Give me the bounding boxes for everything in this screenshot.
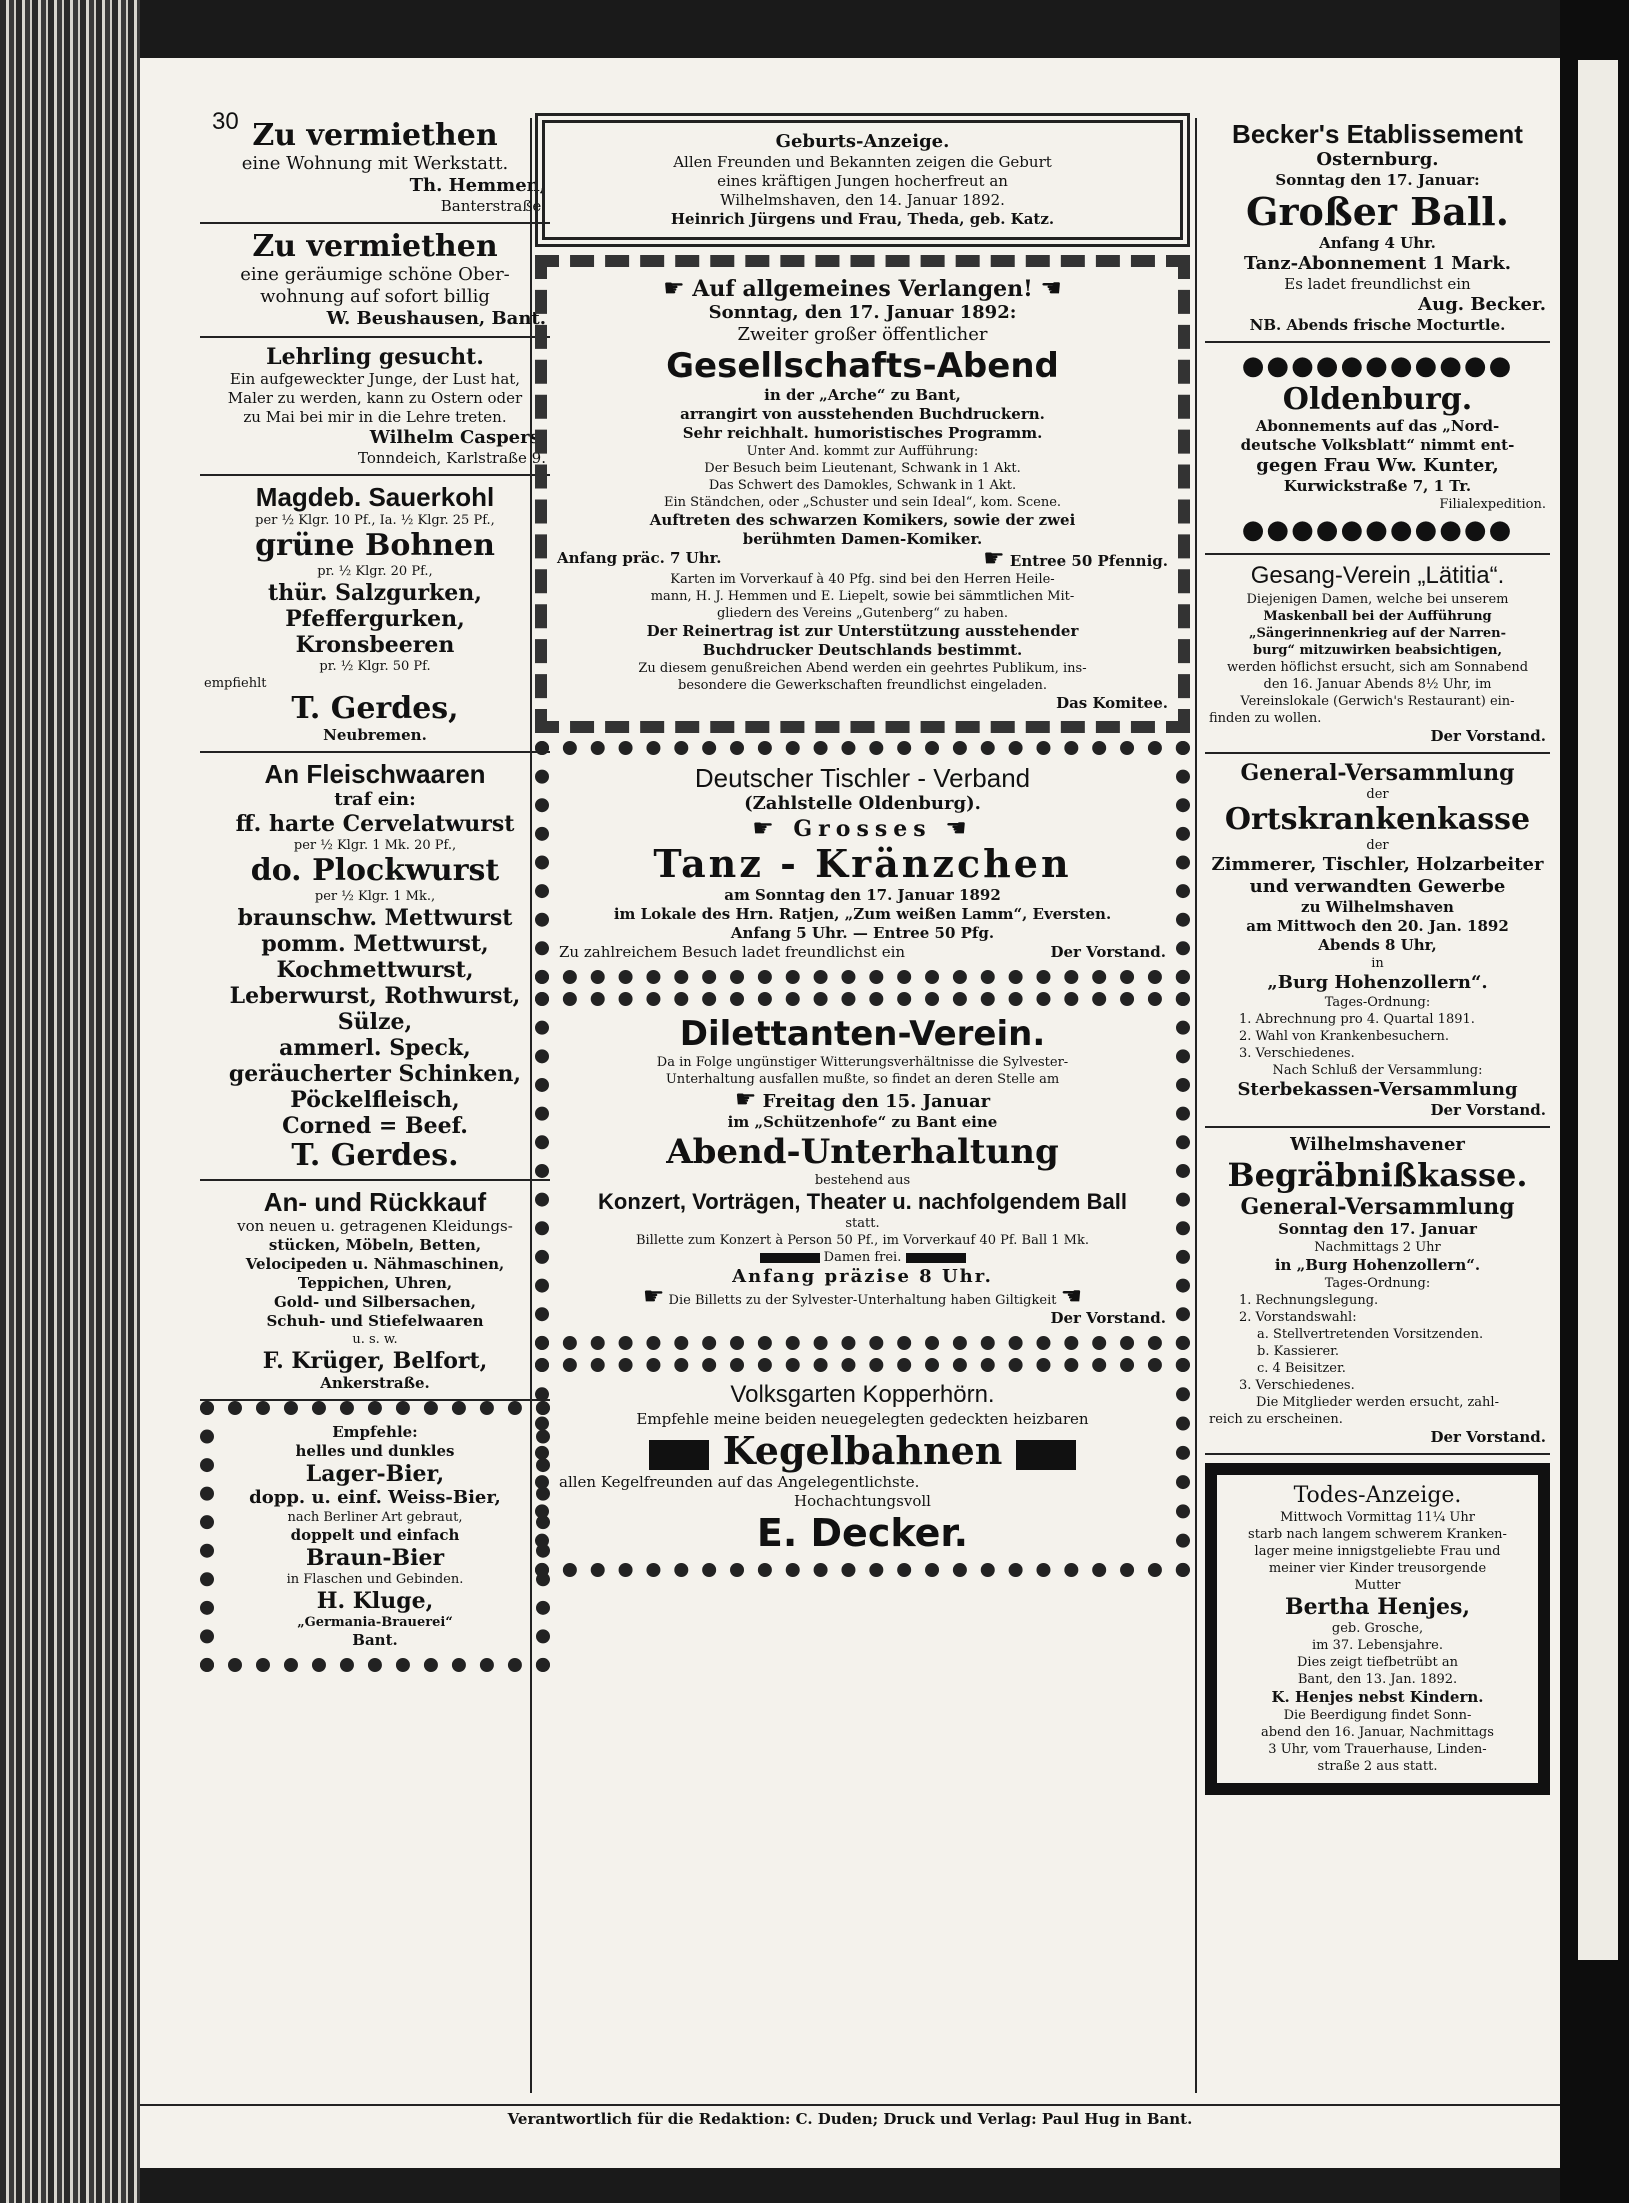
ad-headline: Ortskrankenkasse bbox=[1224, 802, 1531, 837]
ad-signature: Der Vorstand. bbox=[1430, 1428, 1546, 1446]
agenda-item: b. Kassierer. bbox=[1257, 1344, 1340, 1359]
ad-product: ff. harte Cervelatwurst bbox=[235, 811, 515, 837]
ad-price: pr. ½ Klgr. 50 Pf. bbox=[319, 659, 431, 674]
ad-signature: Wilhelm Caspers, bbox=[369, 427, 546, 448]
ad-product: Braun-Bier bbox=[305, 1545, 445, 1571]
ad-title: An- und Rückkauf bbox=[263, 1187, 487, 1217]
pointing-hand-icon: ☚ bbox=[945, 814, 973, 842]
ad-text: Die Billetts zu der Sylvester-Unterhaltung haben Giltigkeit bbox=[668, 1293, 1057, 1308]
agenda-item: 1. Abrechnung pro 4. Quartal 1891. bbox=[1239, 1012, 1475, 1027]
ad-date: Freitag den 15. Januar bbox=[762, 1091, 991, 1112]
ad-text: deutsche Volksblatt“ nimmt ent- bbox=[1240, 436, 1515, 454]
ad-entry-fee: Entree 50 Pfennig. bbox=[1009, 552, 1168, 570]
ad-signature: W. Beushausen, Bant. bbox=[326, 308, 546, 329]
ad-buy-sell bbox=[200, 1181, 550, 1401]
ad-text: bestehend aus bbox=[814, 1173, 911, 1188]
ad-product: Pöckelfleisch, bbox=[290, 1087, 460, 1113]
ad-text: Der Reinertrag ist zur Unterstützung ausstehender bbox=[646, 622, 1079, 640]
ad-text: (Zahlstelle Oldenburg). bbox=[744, 793, 981, 814]
ad-text: Damen frei. bbox=[823, 1250, 902, 1265]
page-number: 30 bbox=[212, 108, 239, 135]
ad-text: statt. bbox=[845, 1216, 880, 1231]
pointing-hand-icon: ☛ bbox=[734, 1085, 757, 1113]
ad-title: Deutscher Tischler - Verband bbox=[694, 763, 1031, 793]
ad-start-time: Anfang präc. 7 Uhr. bbox=[557, 549, 722, 567]
ad-text: der bbox=[1366, 838, 1389, 853]
ad-text: gegen Frau Ww. Kunter, bbox=[1256, 455, 1499, 476]
ad-signature: Th. Hemmen, bbox=[409, 175, 546, 196]
ad-text: nach Berliner Art gebraut, bbox=[287, 1510, 463, 1525]
ad-product: Leberwurst, Rothwurst, bbox=[229, 983, 521, 1009]
ad-text: Die Beerdigung findet Sonn- bbox=[1283, 1708, 1472, 1723]
ad-text: eine Wohnung mit Werkstatt. bbox=[241, 153, 509, 174]
ad-text: gliedern des Vereins „Gutenberg“ zu haben. bbox=[716, 606, 1009, 621]
ad-ortskrankenkasse bbox=[1205, 754, 1550, 1128]
ad-title: Oldenburg. bbox=[1282, 382, 1473, 417]
pointing-hand-icon: ☚ bbox=[1060, 1282, 1083, 1310]
ad-text: Die Mitglieder werden ersucht, zahl- bbox=[1256, 1395, 1499, 1410]
ad-text: Schuh- und Stiefelwaaren bbox=[266, 1312, 484, 1330]
ad-groceries bbox=[200, 476, 550, 753]
ad-product: Pfeffergurken, bbox=[285, 606, 465, 632]
ad-text: Zu zahlreichem Besuch ladet freundlichst ein bbox=[559, 943, 906, 961]
column-right bbox=[1205, 113, 1550, 2098]
ad-text: Diejenigen Damen, welche bei unserem bbox=[1246, 592, 1509, 607]
ad-text: zu Mai bei mir in die Lehre treten. bbox=[243, 408, 507, 426]
ad-text: Anfang 5 Uhr. — Entree 50 Pfg. bbox=[730, 924, 995, 942]
ad-title: Zu vermiethen bbox=[252, 118, 498, 153]
ad-beer-brewery bbox=[200, 1401, 550, 1672]
agenda-item: 2. Wahl von Krankenbesuchern. bbox=[1239, 1029, 1449, 1044]
ad-text: Anfang 4 Uhr. bbox=[1319, 234, 1436, 252]
ad-text: der bbox=[1366, 787, 1389, 802]
ad-death-notice bbox=[1205, 1463, 1550, 1795]
agenda-item: a. Stellvertretenden Vorsitzenden. bbox=[1257, 1327, 1484, 1342]
book-binding-edge bbox=[0, 0, 140, 2203]
ad-text: Dies zeigt tiefbetrübt an bbox=[1297, 1655, 1458, 1670]
ad-text: Gold- und Silbersachen, bbox=[273, 1293, 476, 1311]
agenda-item: 2. Vorstandswahl: bbox=[1239, 1310, 1357, 1325]
ad-program-item: Ein Ständchen, oder „Schuster und sein Ideal“, kom. Scene. bbox=[663, 495, 1062, 510]
ad-title: Lehrling gesucht. bbox=[266, 344, 484, 370]
ad-product: Kochmettwurst, bbox=[276, 957, 474, 983]
ad-text: per ½ Klgr. 10 Pf., Ia. ½ Klgr. 25 Pf., bbox=[255, 513, 495, 528]
ad-text: meiner vier Kinder treusorgende bbox=[1268, 1561, 1487, 1576]
ad-prices: Billette zum Konzert à Person 50 Pf., im Vorverkauf 40 Pf. Ball 1 Mk. bbox=[635, 1233, 1090, 1248]
ad-text: Tages-Ordnung: bbox=[1324, 1276, 1431, 1291]
ad-text: reich zu erscheinen. bbox=[1209, 1412, 1343, 1427]
ad-dilettanten-verein bbox=[535, 992, 1190, 1350]
ad-text: Zu diesem genußreichen Abend werden ein geehrtes Publikum, ins- bbox=[638, 661, 1087, 676]
ad-address: Tonndeich, Karlstraße 9. bbox=[358, 449, 546, 467]
ad-text: wohnung auf sofort billig bbox=[260, 286, 490, 307]
ad-title: Todes-Anzeige. bbox=[1293, 1483, 1462, 1508]
ad-title: Geburts-Anzeige. bbox=[775, 131, 950, 152]
ad-signature: T. Gerdes, bbox=[291, 691, 459, 726]
ad-text: u. s. w. bbox=[352, 1332, 398, 1347]
ad-text: Tages-Ordnung: bbox=[1324, 995, 1431, 1010]
column-left bbox=[200, 113, 550, 2098]
ad-date: Sonntag den 17. Januar: bbox=[1275, 171, 1480, 189]
ad-title: Magdeb. Sauerkohl bbox=[255, 482, 495, 512]
ad-headline-sub: General-Versammlung bbox=[1240, 1194, 1515, 1220]
ad-text: Hochachtungsvoll bbox=[794, 1492, 931, 1510]
agenda-item: 3. Verschiedenes. bbox=[1239, 1378, 1355, 1393]
ad-text: burg“ mitzuwirken beabsichtigen, bbox=[1252, 643, 1503, 658]
ad-text: und verwandten Gewerbe bbox=[1249, 876, 1506, 897]
ad-text: abend den 16. Januar, Nachmittags bbox=[1261, 1725, 1494, 1740]
ad-address: Banterstraße. bbox=[440, 197, 546, 215]
ad-signature: T. Gerdes. bbox=[291, 1138, 459, 1173]
ad-headline-sub: Sterbekassen-Versammlung bbox=[1237, 1079, 1518, 1100]
ad-text: geb. Grosche, bbox=[1331, 1621, 1424, 1636]
ad-title: General-Versammlung bbox=[1240, 760, 1515, 786]
ad-start-time: Anfang präzise 8 Uhr. bbox=[732, 1266, 993, 1287]
ad-text: in Flaschen und Gebinden. bbox=[286, 1572, 464, 1587]
ad-text: Karten im Vorverkauf à 40 Pfg. sind bei den Herren Heile- bbox=[670, 572, 1055, 587]
ad-program-item: Der Besuch beim Lieutenant, Schwank in 1 Akt. bbox=[704, 461, 1021, 476]
ad-text: Abonnements auf das „Nord- bbox=[1255, 417, 1500, 435]
ad-venue: in „Burg Hohenzollern“. bbox=[1274, 1256, 1481, 1274]
ad-text: Velocipeden u. Nähmaschinen, bbox=[245, 1255, 505, 1273]
ad-begraebniskasse bbox=[1205, 1128, 1550, 1455]
ad-signature: Aug. Becker. bbox=[1418, 294, 1546, 315]
ad-text: berühmten Damen-Komiker. bbox=[742, 530, 983, 548]
adjacent-page-fragment bbox=[1578, 60, 1618, 1960]
ad-title: Zu vermiethen bbox=[252, 229, 498, 264]
ad-meat-products bbox=[200, 753, 550, 1181]
ad-product: Corned = Beef. bbox=[282, 1113, 468, 1139]
ad-text: Osternburg. bbox=[1316, 149, 1439, 170]
ad-text: mann, H. J. Hemmen und E. Liepelt, sowie bei sämmtlichen Mit- bbox=[650, 589, 1075, 604]
ad-text: „Sängerinnenkrieg auf der Narren- bbox=[1248, 626, 1507, 641]
ad-date: am Sonntag den 17. Januar 1892 bbox=[724, 886, 1001, 904]
ad-headline: Gesellschafts-Abend bbox=[666, 346, 1059, 386]
ad-text: starb nach langem schwerem Kranken- bbox=[1248, 1527, 1507, 1542]
ad-laetitia bbox=[1205, 555, 1550, 754]
ad-text: Nach Schluß der Versammlung: bbox=[1272, 1063, 1483, 1078]
ad-product: do. Plockwurst bbox=[250, 853, 500, 888]
ad-headline: Kegelbahnen bbox=[722, 1428, 1003, 1473]
ad-product: Lager-Bier, bbox=[305, 1461, 445, 1487]
ad-price: pr. ½ Klgr. 20 Pf., bbox=[317, 564, 433, 579]
column-rule-right bbox=[1195, 118, 1197, 2093]
ad-product: grüne Bohnen bbox=[255, 528, 495, 563]
ad-text: im Lokale des Hrn. Ratjen, „Zum weißen Lamm“, Eversten. bbox=[613, 905, 1112, 923]
pointing-hand-icon: ☛ bbox=[663, 274, 685, 302]
ad-signature: F. Krüger, Belfort, bbox=[262, 1348, 488, 1374]
decorative-dots: ●●●●●●●●●●● bbox=[1241, 515, 1514, 545]
ad-headline-sub: Konzert, Vorträgen, Theater u. nachfolgendem Ball bbox=[598, 1189, 1127, 1214]
ad-text: Empfehle meine beiden neuegelegten gedeckten heizbaren bbox=[636, 1410, 1089, 1428]
pointing-hand-icon: ☛ bbox=[642, 1282, 665, 1310]
ad-program-item: Das Schwert des Damokles, Schwank in 1 Akt. bbox=[708, 478, 1017, 493]
ad-text: von neuen u. getragenen Kleidungs- bbox=[237, 1217, 513, 1235]
ad-signature: H. Kluge, bbox=[316, 1588, 434, 1614]
ad-text: Mutter bbox=[1354, 1578, 1401, 1593]
ad-text: Wilhelmshaven, den 14. Januar 1892. bbox=[720, 191, 1005, 209]
ad-text: Kurwickstraße 7, 1 Tr. bbox=[1283, 477, 1472, 495]
ad-product: ammerl. Speck, bbox=[279, 1035, 471, 1061]
ad-date: Sonntag den 17. Januar bbox=[1278, 1220, 1477, 1238]
ad-product: Sülze, bbox=[337, 1009, 413, 1035]
ad-text: Filialexpedition. bbox=[1439, 497, 1546, 512]
ad-rent-apartment bbox=[200, 224, 550, 338]
ad-title: Gesang-Verein „Lätitia“. bbox=[1250, 562, 1505, 589]
ad-text: Unter And. kommt zur Aufführung: bbox=[746, 444, 979, 459]
ad-text: Auftreten des schwarzen Komikers, sowie der zwei bbox=[649, 511, 1076, 529]
pointing-hand-icon: ☛ bbox=[983, 544, 1005, 572]
ad-text: doppelt und einfach bbox=[290, 1526, 460, 1544]
ad-product: pomm. Mettwurst, bbox=[261, 931, 489, 957]
ad-social-evening bbox=[535, 255, 1190, 733]
ad-text: im 37. Lebensjahre. bbox=[1311, 1638, 1443, 1653]
ad-price: per ½ Klgr. 1 Mk. 20 Pf., bbox=[293, 838, 457, 853]
ad-signature: E. Decker. bbox=[756, 1511, 969, 1555]
ad-text: Zimmerer, Tischler, Holzarbeiter bbox=[1211, 854, 1544, 875]
ad-signature: Heinrich Jürgens und Frau, Theda, geb. Katz. bbox=[670, 210, 1055, 228]
ad-address: Neubremen. bbox=[323, 726, 427, 744]
ad-text: in bbox=[1371, 956, 1384, 971]
ad-title: Volksgarten Kopperhörn. bbox=[730, 1381, 995, 1408]
ad-title: Auf allgemeines Verlangen! bbox=[692, 276, 1033, 302]
ad-text: lager meine innigstgeliebte Frau und bbox=[1254, 1544, 1501, 1559]
ad-apprentice bbox=[200, 338, 550, 476]
ad-rent-workshop bbox=[200, 113, 550, 224]
ad-text: Grosses bbox=[793, 816, 932, 842]
agenda-item: 3. Verschiedenes. bbox=[1239, 1046, 1355, 1061]
ad-text: Buchdrucker Deutschlands bestimmt. bbox=[702, 641, 1023, 659]
ad-text: im „Schützenhofe“ zu Bant eine bbox=[727, 1113, 998, 1131]
ad-date: Bant, den 13. Jan. 1892. bbox=[1297, 1672, 1458, 1687]
ad-title: An Fleischwaaren bbox=[264, 759, 486, 789]
ad-text: stücken, Möbeln, Betten, bbox=[268, 1236, 482, 1254]
ad-text: Maler zu werden, kann zu Ostern oder bbox=[227, 389, 523, 407]
decorative-bar bbox=[649, 1440, 709, 1470]
ad-text: helles und dunkles bbox=[295, 1442, 455, 1460]
ad-text: Zweiter großer öffentlicher bbox=[737, 324, 988, 345]
ad-text: Vereinslokale (Gerwich's Restaurant) ein- bbox=[1240, 694, 1515, 709]
ad-headline: Bertha Henjes, bbox=[1284, 1594, 1471, 1620]
ad-headline: Abend-Unterhaltung bbox=[666, 1132, 1059, 1172]
ad-text: „Germania-Brauerei“ bbox=[297, 1615, 453, 1630]
ad-birth-announcement bbox=[535, 113, 1190, 247]
ad-text: traf ein: bbox=[334, 789, 416, 810]
ad-title: Dilettanten-Verein. bbox=[679, 1014, 1046, 1054]
ad-kopperhoern bbox=[535, 1358, 1190, 1577]
ad-text: Teppichen, Uhren, bbox=[297, 1274, 453, 1292]
column-middle bbox=[535, 113, 1190, 2098]
ad-text: Ein aufgeweckter Junge, der Lust hat, bbox=[229, 370, 521, 388]
ad-text: NB. Abends frische Mocturtle. bbox=[1249, 316, 1506, 334]
ad-text: finden zu wollen. bbox=[1209, 711, 1322, 726]
decorative-bar bbox=[906, 1253, 966, 1263]
ad-text: empfiehlt bbox=[204, 676, 267, 691]
decorative-bar bbox=[1016, 1440, 1076, 1470]
ad-text: Da in Folge ungünstiger Witterungsverhältnisse die Sylvester- bbox=[656, 1055, 1069, 1070]
ad-text: Mittwoch Vormittag 11¼ Uhr bbox=[1280, 1510, 1475, 1525]
adjacent-page-edge bbox=[1560, 0, 1629, 2203]
ad-headline: Begräbnißkasse. bbox=[1227, 1156, 1528, 1194]
agenda-item: 1. Rechnungslegung. bbox=[1239, 1293, 1379, 1308]
ad-signature: K. Henjes nebst Kindern. bbox=[1271, 1688, 1484, 1706]
ad-carpenters-dance bbox=[535, 741, 1190, 984]
ad-headline: Tanz - Kränzchen bbox=[653, 841, 1072, 886]
ad-signature: Der Vorstand. bbox=[1430, 1101, 1546, 1119]
ad-text: eine geräumige schöne Ober- bbox=[240, 264, 510, 285]
ad-text: Maskenball bei der Aufführung bbox=[1263, 609, 1492, 624]
imprint-footer: Verantwortlich für die Redaktion: C. Duden; Druck und Verlag: Paul Hug in Bant. bbox=[140, 2104, 1560, 2128]
ad-product: thür. Salzgurken, bbox=[268, 580, 482, 606]
pointing-hand-icon: ☛ bbox=[752, 814, 780, 842]
ad-product: Kronsbeeren bbox=[295, 632, 455, 658]
ad-text: eines kräftigen Jungen hocherfreut an bbox=[717, 172, 1008, 190]
ad-venue: „Burg Hohenzollern“. bbox=[1267, 972, 1488, 993]
ad-headline: Großer Ball. bbox=[1246, 189, 1509, 234]
ad-text: Es ladet freundlichst ein bbox=[1284, 275, 1471, 293]
ad-title: Wilhelmshavener bbox=[1290, 1134, 1465, 1155]
ad-text: den 16. Januar Abends 8½ Uhr, im bbox=[1263, 677, 1492, 692]
ad-text: Empfehle: bbox=[332, 1423, 418, 1441]
ad-text: Unterhaltung ausfallen mußte, so findet an deren Stelle am bbox=[665, 1072, 1060, 1087]
ad-address: Ankerstraße. bbox=[320, 1374, 430, 1392]
ad-text: Tanz-Abonnement 1 Mark. bbox=[1243, 253, 1512, 274]
ad-date: am Mittwoch den 20. Jan. 1892 bbox=[1246, 917, 1509, 935]
ad-text: Nachmittags 2 Uhr bbox=[1314, 1240, 1441, 1255]
decorative-bar bbox=[760, 1253, 820, 1263]
ad-product: geräucherter Schinken, bbox=[228, 1061, 522, 1087]
ad-text: Allen Freunden und Bekannten zeigen die Geburt bbox=[673, 153, 1052, 171]
ad-text: Sehr reichhalt. humoristisches Programm. bbox=[682, 424, 1043, 442]
ad-signature: Das Komitee. bbox=[1056, 694, 1168, 712]
ad-text: straße 2 aus statt. bbox=[1317, 1759, 1438, 1774]
ad-text: zu Wilhelmshaven bbox=[1301, 898, 1454, 916]
ad-signature: Der Vorstand. bbox=[1050, 943, 1166, 961]
ad-signature: Der Vorstand. bbox=[1430, 727, 1546, 745]
ad-text: allen Kegelfreunden auf das Angelegentlichste. bbox=[559, 1473, 920, 1491]
ad-date: Sonntag, den 17. Januar 1892: bbox=[708, 302, 1017, 323]
ad-product: dopp. u. einf. Weiss-Bier, bbox=[249, 1487, 501, 1508]
ad-text: werden höflichst ersucht, sich am Sonnabend bbox=[1226, 660, 1529, 675]
ad-signature: Der Vorstand. bbox=[1050, 1309, 1166, 1327]
ad-text: Abends 8 Uhr, bbox=[1318, 936, 1437, 954]
newspaper-page bbox=[140, 58, 1560, 2168]
ad-text: besondere die Gewerkschaften freundlichst eingeladen. bbox=[678, 678, 1047, 693]
ad-text: 3 Uhr, vom Trauerhause, Linden- bbox=[1268, 1742, 1487, 1757]
agenda-item: c. 4 Beisitzer. bbox=[1257, 1361, 1346, 1376]
ad-becker-ball bbox=[1205, 113, 1550, 343]
decorative-dots: ●●●●●●●●●●● bbox=[1241, 351, 1514, 381]
ad-text: arrangirt von ausstehenden Buchdruckern. bbox=[680, 405, 1045, 423]
pointing-hand-icon: ☚ bbox=[1040, 274, 1062, 302]
ad-product: braunschw. Mettwurst bbox=[237, 905, 513, 931]
ad-volksblatt-oldenburg bbox=[1205, 343, 1550, 555]
ad-title: Becker's Etablissement bbox=[1232, 119, 1523, 149]
ad-address: Bant. bbox=[352, 1631, 398, 1649]
ad-text: in der „Arche“ zu Bant, bbox=[764, 386, 961, 404]
ad-price: per ½ Klgr. 1 Mk., bbox=[314, 889, 436, 904]
